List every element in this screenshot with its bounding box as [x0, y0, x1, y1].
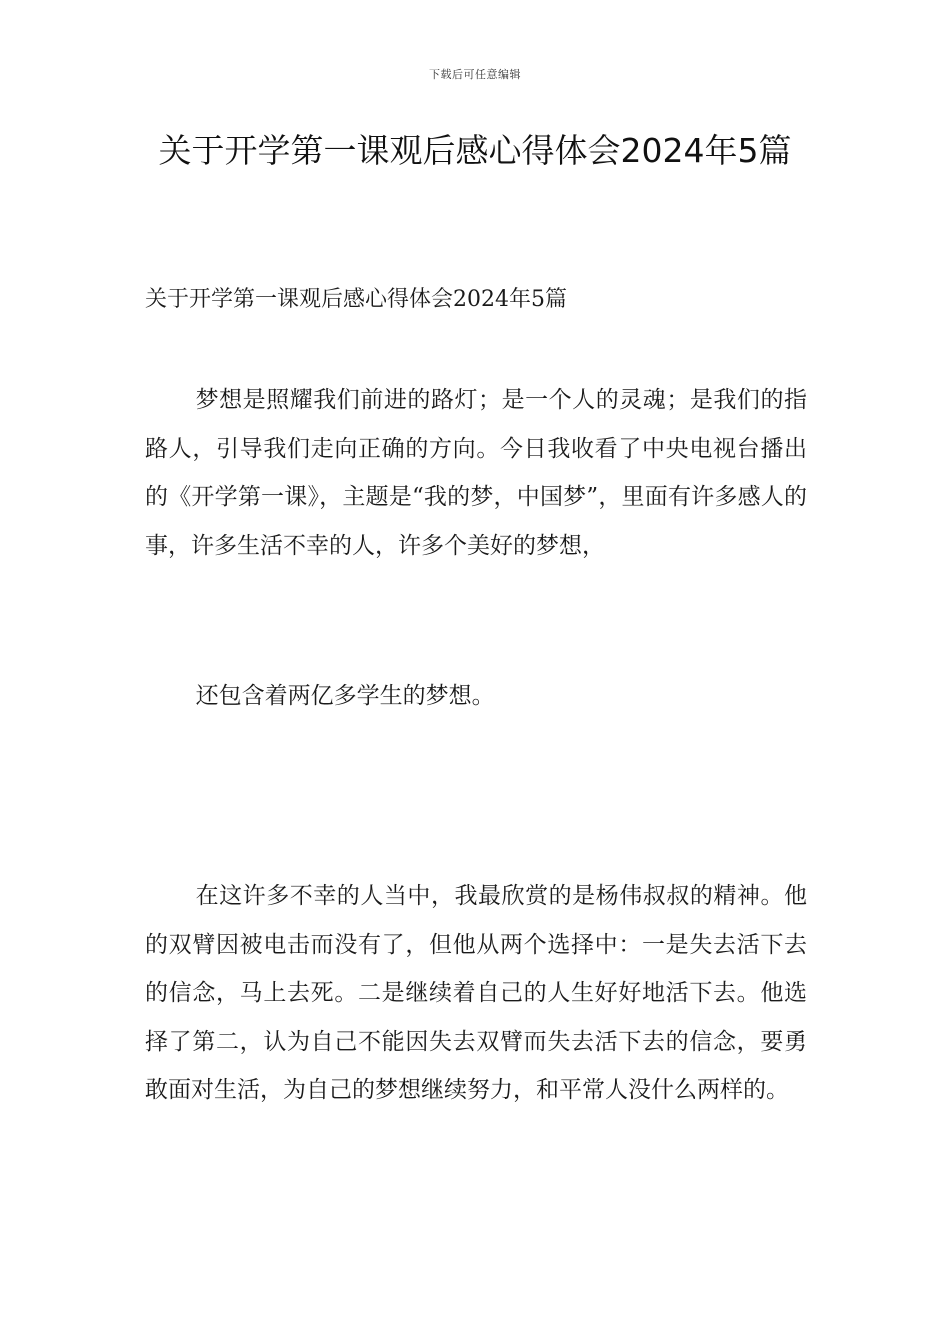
- paragraph-2: 还包含着两亿多学生的梦想。: [195, 683, 495, 709]
- paragraph-3: 在这许多不幸的人当中，我最欣赏的是杨伟叔叔的精神。他的双臂因被电击而没有了，但他从两个选择中：一是失去活下去的信念，马上去死。二是继续着自己的人生好好地活下去。他选择了第二，认为自己不能因失去双臂而失去活下去的信念，要勇敢面对生活，为自己的梦想继续努力，和平常人没什么两样的。: [145, 883, 807, 1103]
- header-note: 下载后可任意编辑: [429, 68, 521, 81]
- paragraph-1: 梦想是照耀我们前进的路灯；是一个人的灵魂；是我们的指路人，引导我们走向正确的方向。今日我收看了中央电视台播出的《开学第一课》，主题是“我的梦，中国梦”，里面有许多感人的事，许多生活不幸的人，许多个美好的梦想，: [145, 387, 807, 559]
- document-title: 关于开学第一课观后感心得体会2024年5篇: [158, 131, 792, 170]
- document-subtitle: 关于开学第一课观后感心得体会2024年5篇: [145, 287, 567, 312]
